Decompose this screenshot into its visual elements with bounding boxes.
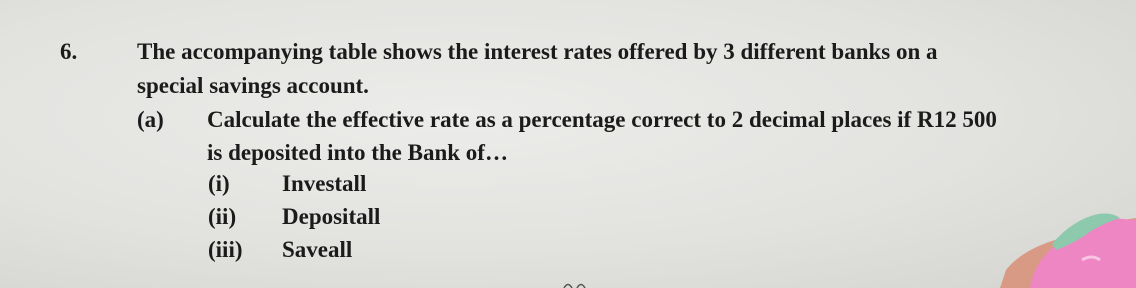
sub-item-ii-text: Depositall	[282, 204, 381, 229]
question-number: 6.	[60, 39, 78, 64]
part-a-label: (a)	[137, 107, 164, 132]
question-text-line-1: The accompanying table shows the interest rates offered by 3 different banks on a	[137, 39, 938, 64]
part-a-text-line-1: Calculate the effective rate as a percentage correct to 2 decimal places if R12 500	[207, 107, 997, 132]
sub-item-i-label: (i)	[208, 171, 230, 196]
sub-item-iii-label: (iii)	[208, 237, 243, 262]
page-edge-mark	[560, 280, 590, 288]
painted-fingernail-image	[1000, 210, 1136, 288]
sub-item-i-text: Investall	[282, 171, 367, 196]
sub-item-iii-text: Saveall	[282, 237, 353, 262]
part-a-text-line-2: is deposited into the Bank of…	[207, 140, 508, 165]
sub-item-ii-label: (ii)	[208, 204, 237, 229]
question-text-line-2: special savings account.	[137, 73, 369, 98]
